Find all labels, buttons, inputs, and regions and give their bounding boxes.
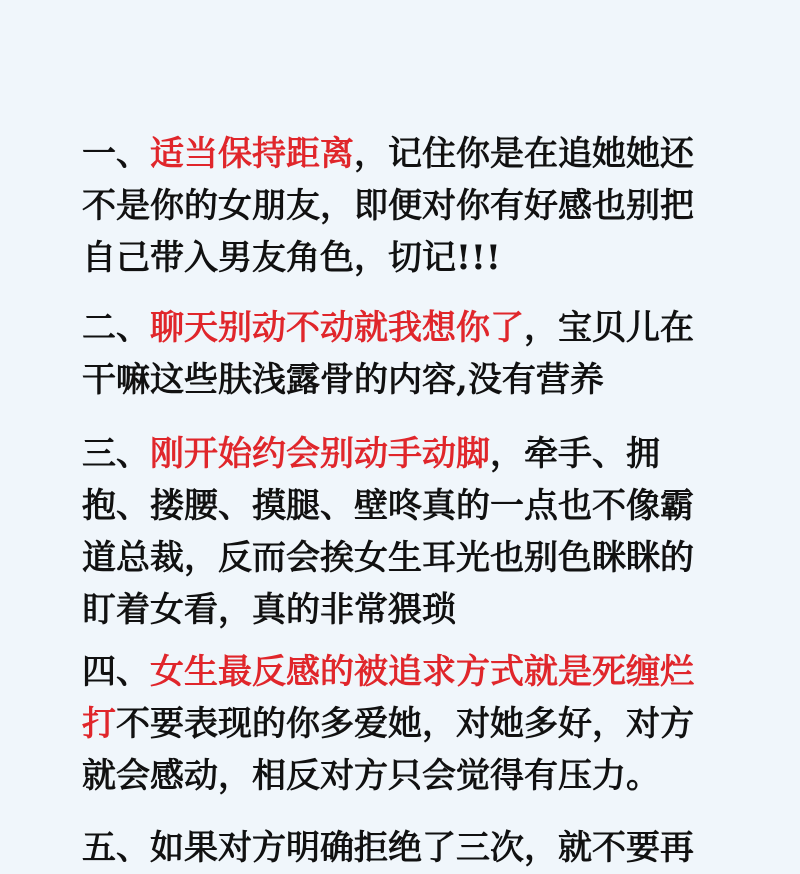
tip-number: 四、: [82, 652, 150, 692]
tip-paragraph-1: [82, 128, 722, 284]
tip-text: ，牵手、拥抱、搂腰、摸腿、壁咚真的一点也不像霸道总裁，反而会挨女生耳光也别色眯眯的盯着女看，真的非常猥琐: [82, 434, 694, 630]
tip-text: ，记住你是在追她她还不是你的女朋友，即便对你有好感也别把自己带入男友角色，切记!!!: [82, 134, 694, 278]
tip-highlight: 女生最反感的被追求方式就是死缠烂打: [82, 652, 694, 744]
tip-text: 如果对方明确拒绝了三次，就不要再: [150, 828, 694, 868]
tip-highlight: 刚开始约会别动手动脚: [150, 434, 490, 474]
tip-text: ，宝贝儿在干嘛这些肤浅露骨的内容,没有营养: [82, 308, 694, 400]
tip-paragraph-4: [82, 646, 722, 802]
tip-paragraph-5: [82, 822, 722, 874]
tip-paragraph-2: [82, 302, 722, 406]
tip-number: 一、: [82, 134, 150, 174]
tip-paragraph-3: [82, 428, 722, 636]
tip-text: 不要表现的你多爱她，对她多好，对方就会感动，相反对方只会觉得有压力。: [82, 704, 694, 796]
tip-number: 三、: [82, 434, 150, 474]
tip-number: 二、: [82, 308, 150, 348]
tip-highlight: 聊天别动不动就我想你了: [150, 308, 524, 348]
tip-highlight: 适当保持距离: [150, 134, 354, 174]
tip-number: 五、: [82, 828, 150, 868]
